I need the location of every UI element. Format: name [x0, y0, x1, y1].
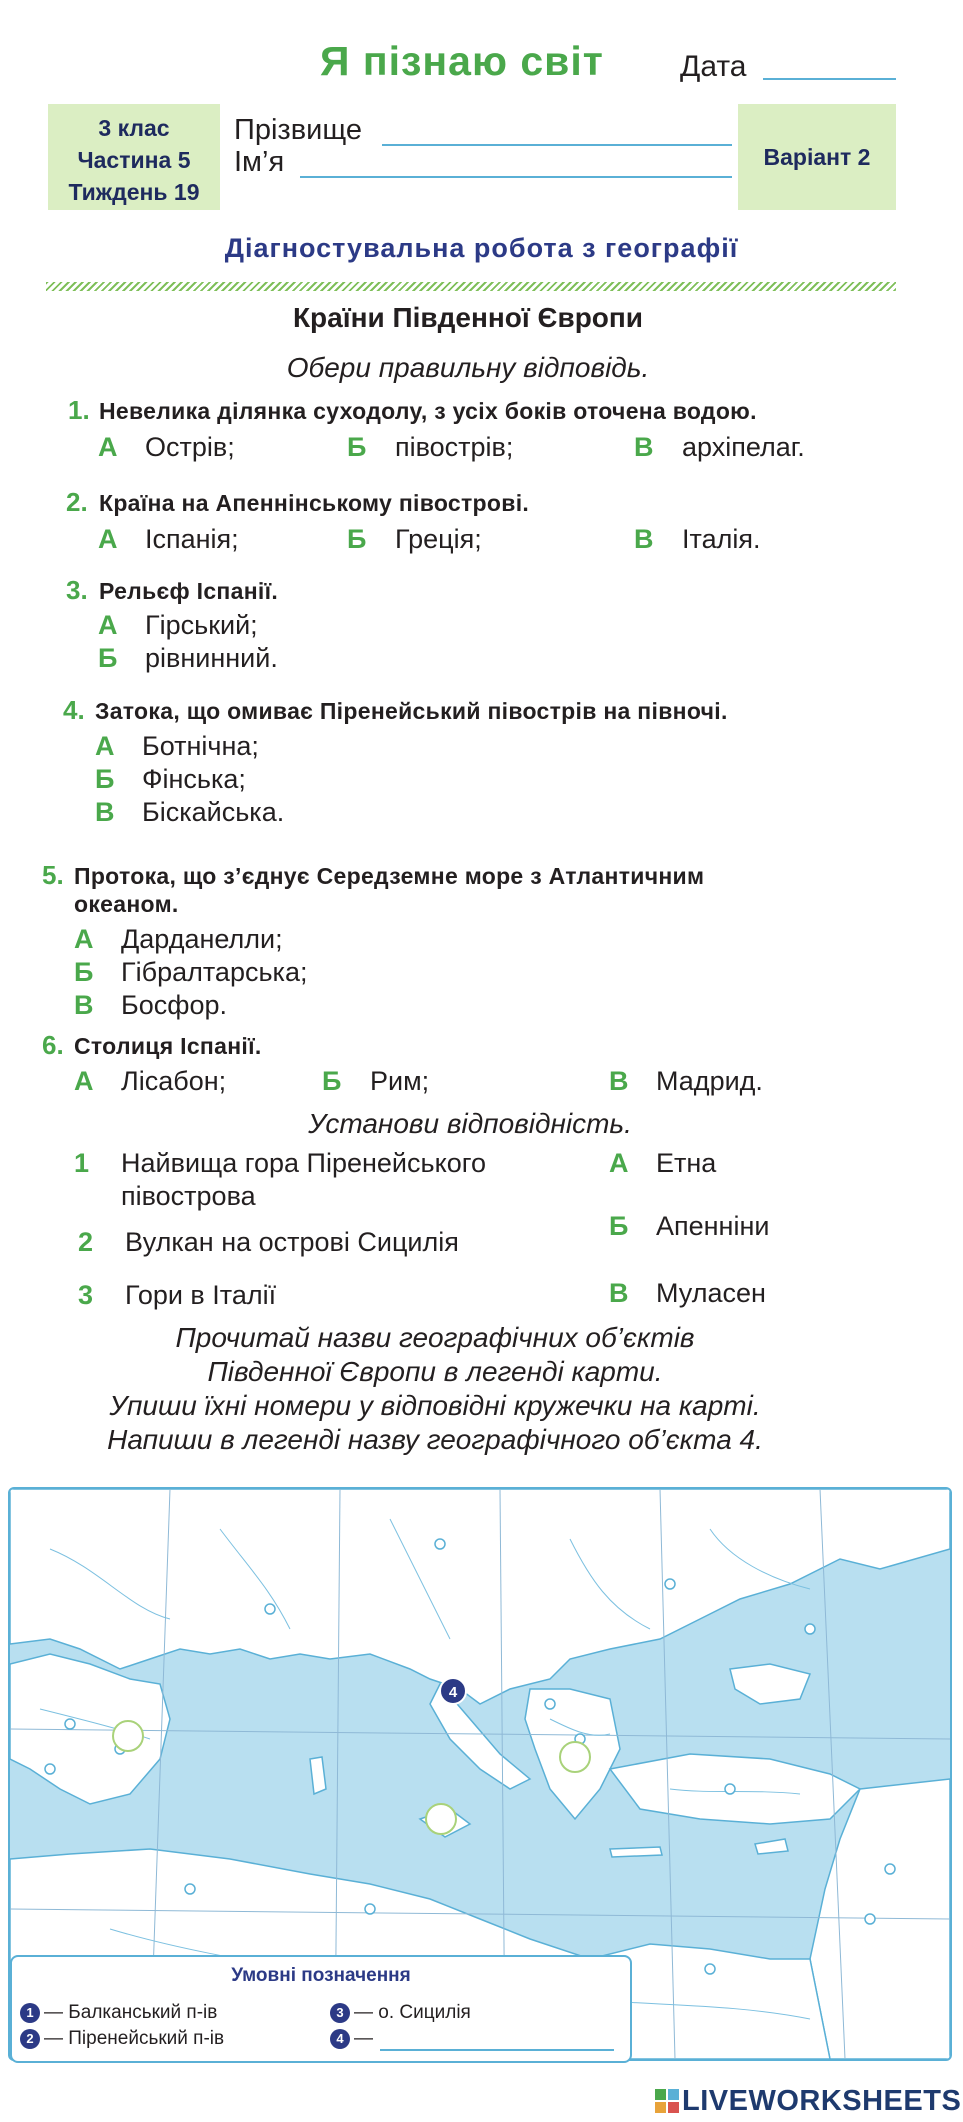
option-text[interactable]: Босфор.: [121, 990, 227, 1020]
date-input-line[interactable]: [763, 78, 896, 80]
question-text: Столиця Іспанії.: [74, 1033, 262, 1059]
answer-circle-balkans: [560, 1742, 590, 1772]
option-text[interactable]: Греція;: [395, 524, 482, 554]
option-text[interactable]: Іспанія;: [145, 524, 239, 554]
name-label: Ім’я: [234, 146, 285, 178]
match-left-text-line2: півострова: [121, 1181, 256, 1211]
option-letter[interactable]: В: [634, 432, 654, 462]
option-text[interactable]: Гірський;: [145, 610, 258, 640]
option-letter[interactable]: В: [634, 524, 654, 554]
option-letter[interactable]: А: [98, 432, 118, 462]
question-number: 3.: [66, 575, 88, 605]
surname-input-line[interactable]: [382, 144, 732, 146]
legend-item-text: — о. Сицилія: [354, 2002, 471, 2023]
option-letter[interactable]: В: [95, 797, 115, 827]
option-letter[interactable]: А: [98, 524, 118, 554]
option-text[interactable]: півострів;: [395, 432, 514, 462]
week-label: Тиждень 19: [68, 179, 200, 205]
option-text[interactable]: Острів;: [145, 432, 235, 462]
match-left-number: 1: [74, 1148, 90, 1178]
match-right-letter: В: [609, 1278, 629, 1308]
option-text[interactable]: Італія.: [682, 524, 761, 554]
option-text[interactable]: Біскайська.: [142, 797, 285, 827]
option-text[interactable]: Рим;: [370, 1066, 430, 1096]
question-text-line2: океаном.: [74, 891, 179, 917]
liveworksheets-brand[interactable]: LIVEWORKSHEETS: [682, 2085, 962, 2117]
option-letter[interactable]: Б: [98, 643, 118, 673]
option-text[interactable]: Ботнічна;: [142, 731, 259, 761]
class-info-box: [48, 104, 220, 210]
option-text[interactable]: Гібралтарська;: [121, 957, 308, 987]
map-instruction-line: Напиши в легенді назву географічного об’єкта 4.: [107, 1424, 763, 1455]
match-right-text: Етна: [656, 1148, 717, 1178]
part-label: Частина 5: [77, 147, 191, 173]
match-left-text: Гори в Італії: [125, 1280, 277, 1310]
map-legend: [10, 1955, 632, 2063]
legend-title: Умовні позначення: [231, 1965, 411, 1986]
instruction-choose: Обери правильну відповідь.: [286, 352, 650, 383]
liveworksheets-logo-icon: [655, 2089, 679, 2113]
question-text: Рельєф Іспанії.: [99, 578, 279, 604]
question-number: 5.: [42, 860, 64, 890]
question-text: Протока, що з’єднує Середземне море з Атлантичним: [74, 863, 705, 889]
land-sardinia: [310, 1757, 326, 1794]
option-letter[interactable]: В: [609, 1066, 629, 1096]
land-cyprus: [755, 1839, 788, 1854]
option-letter[interactable]: Б: [322, 1066, 342, 1096]
option-text[interactable]: Мадрид.: [656, 1066, 763, 1096]
question-text: Затока, що омиває Піренейський півострів на півночі.: [95, 698, 728, 724]
question-number: 6.: [42, 1030, 64, 1060]
work-subtitle: Діагностувальна робота з географії: [224, 233, 739, 263]
option-text[interactable]: архіпелаг.: [682, 432, 805, 462]
question-text: Країна на Апеннінському півострові.: [99, 490, 530, 516]
name-fields: [222, 104, 782, 210]
option-letter[interactable]: А: [98, 610, 118, 640]
option-letter[interactable]: А: [74, 924, 94, 954]
match-right-text: Апенніни: [656, 1211, 770, 1241]
legend-answer-input-line[interactable]: [380, 2049, 614, 2051]
question-number: 1.: [68, 395, 90, 425]
option-letter[interactable]: А: [95, 731, 115, 761]
map-marker-label: 4: [448, 1684, 458, 1701]
answer-circle-sicily: [426, 1804, 456, 1834]
match-left-number: 2: [78, 1227, 94, 1257]
instruction-match: Установи відповідність.: [308, 1108, 632, 1139]
legend-item-text: — Піренейський п-ів: [44, 2028, 225, 2049]
page-title: Я пізнаю світ: [320, 38, 604, 84]
match-right-letter: А: [609, 1148, 629, 1178]
date-label: Дата: [680, 50, 747, 83]
match-right-text: Муласен: [656, 1278, 766, 1308]
question-text: Невелика ділянка суходолу, з усіх боків оточена водою.: [99, 398, 757, 424]
legend-item-text: — Балканський п-ів: [44, 2002, 218, 2023]
map-instruction-line: Південної Європи в легенді карти.: [207, 1356, 663, 1387]
legend-number-badge: 4: [330, 2029, 350, 2049]
match-right-letter: Б: [609, 1211, 629, 1241]
header-panel: [48, 104, 896, 210]
option-text[interactable]: Дарданелли;: [121, 924, 283, 954]
option-letter[interactable]: Б: [347, 432, 367, 462]
option-text[interactable]: Фінська;: [142, 764, 246, 794]
legend-number-badge: 1: [20, 2003, 40, 2023]
variant-label: Варіант 2: [738, 104, 896, 210]
match-left-text: Вулкан на острові Сицилія: [125, 1227, 459, 1257]
option-letter[interactable]: А: [74, 1066, 94, 1096]
hatched-divider: [46, 282, 896, 291]
topic-title: Країни Південної Європи: [292, 302, 644, 333]
option-letter[interactable]: Б: [347, 524, 367, 554]
match-left-number: 3: [78, 1280, 94, 1310]
option-text[interactable]: Лісабон;: [121, 1066, 227, 1096]
option-text[interactable]: рівнинний.: [145, 643, 278, 673]
legend-number-badge: 3: [330, 2003, 350, 2023]
match-left-text: Найвища гора Піренейського: [121, 1148, 486, 1178]
name-input-line[interactable]: [300, 176, 732, 178]
surname-label: Прізвище: [234, 114, 362, 146]
land-crete: [610, 1847, 662, 1857]
option-letter[interactable]: Б: [74, 957, 94, 987]
land-northern-europe: [10, 1489, 950, 1704]
option-letter[interactable]: Б: [95, 764, 115, 794]
legend-number-badge: 2: [20, 2029, 40, 2049]
legend-item-text: —: [354, 2028, 373, 2049]
map-instruction-line: Упиши їхні номери у відповідні кружечки на карті.: [109, 1390, 761, 1421]
grade-label: 3 клас: [98, 115, 170, 141]
land-crimea: [730, 1664, 810, 1704]
answer-circle-iberia: [113, 1721, 143, 1751]
map-instruction-line: Прочитай назви географічних об’єктів: [175, 1322, 695, 1353]
option-letter[interactable]: В: [74, 990, 94, 1020]
question-number: 2.: [66, 487, 88, 517]
question-number: 4.: [63, 695, 85, 725]
